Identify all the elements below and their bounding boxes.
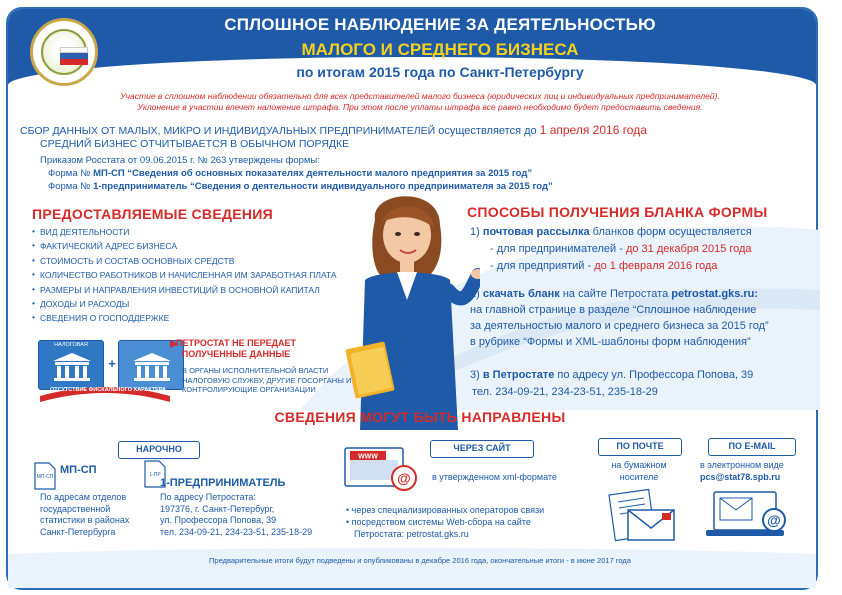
fiscal-label: ОТСУТСТВИЕ ФИСКАЛЬНОГО ХАРАКТЕРА	[49, 387, 167, 393]
site-bullet-text: посредством системы Web-сбора на сайте	[351, 517, 531, 527]
collection-date: 1 апреля 2016 года	[539, 123, 647, 137]
way-1a-text: - для предпринимателей -	[490, 243, 626, 255]
doc-icon-1pr: 1-ПР	[149, 472, 161, 478]
text-line: носителе	[619, 471, 659, 482]
provided-item: • ВИД ДЕЯТЕЛЬНОСТИ	[40, 227, 337, 237]
way-1	[470, 226, 752, 238]
way-2-line4: в рубрике “Формы и XML-шаблоны форм наблюдения”	[470, 336, 751, 348]
form1-prefix: Форма №	[48, 168, 94, 179]
text-line: Санкт-Петербурга	[40, 526, 116, 537]
way-3-bold: в Петростате	[482, 369, 555, 381]
site-bullet-text: через специализированных операторов связи	[351, 505, 545, 515]
text-line: По адресам отделов	[40, 492, 127, 502]
provided-item: • СВЕДЕНИЯ О ГОСПОДДЕРЖКЕ	[40, 313, 337, 323]
by-email-label: ПО E-MAIL	[708, 438, 796, 456]
way-3	[470, 369, 753, 381]
form2-prefix: Форма №	[48, 181, 94, 192]
provided-list	[40, 227, 337, 328]
form2-title: 1-предприниматель “Сведения о деятельности индивидуального предпринимателя за 2015 год”	[93, 181, 553, 192]
header-title-line1: СПЛОШНОЕ НАБЛЮДЕНИЕ ЗА ДЕЯТЕЛЬНОСТЬЮ	[224, 15, 656, 34]
medium-business-note: СРЕДНИЙ БИЗНЕС ОТЧИТЫВАЕТСЯ В ОБЫЧНОМ ПОРЯДКЕ	[40, 138, 350, 150]
svg-text:@: @	[767, 512, 781, 528]
header-title-line2: МАЛОГО И СРЕДНЕГО БИЗНЕСА	[301, 40, 579, 59]
header-title-line3: по итогам 2015 года по Санкт-Петербургу	[296, 64, 584, 80]
text-line: на бумажном	[611, 460, 667, 470]
authorities-note: В ОРГАНЫ ИСПОЛНИТЕЛЬНОЙ ВЛАСТИ НАЛОГОВУЮ СЛУЖБУ, ДРУГИЕ ГОСОРГАНЫ И КОНТРОЛИРУЮЩИЕ ОРГАНИЗАЦИИ	[182, 366, 352, 394]
ways-title: СПОСОБЫ ПОЛУЧЕНИЯ БЛАНКА ФОРМЫ	[467, 204, 768, 220]
way-1b-date: до 1 февраля 2016 года	[594, 260, 718, 272]
building-icon	[131, 353, 173, 381]
form-mpsp-title: МП-СП	[60, 464, 97, 476]
form1-title: МП-СП “Сведения об основных показателях деятельности малого предприятия за 2015 год”	[93, 168, 533, 179]
www-text: WWW	[358, 453, 378, 461]
way-3-rest: по адресу ул. Профессора Попова, 39	[554, 369, 754, 381]
collection-caps: СБОР ДАННЫХ ОТ МАЛЫХ, МИКРО И ИНДИВИДУАЛЬНЫХ ПРЕДПРИНИМАТЕЛЕЙ	[20, 125, 436, 137]
by-email-text	[700, 460, 784, 483]
envelope-icon	[608, 488, 678, 542]
by-post-label: ПО ПОЧТЕ	[598, 438, 682, 456]
by-hand-mpsp-text	[40, 492, 129, 538]
building-icon	[51, 353, 93, 381]
sent-title: СВЕДЕНИЯ МОГУТ БЫТЬ НАПРАВЛЕНЫ	[274, 409, 566, 425]
order-text: Приказом Росстата от 09.06.2015 г. № 263 утверждены формы:	[40, 155, 320, 166]
by-hand-1pr-text	[160, 492, 312, 538]
text-line: 197376, г. Санкт-Петербург,	[160, 503, 275, 514]
laptop-email-icon	[706, 490, 796, 540]
collection-mid: осуществляется до	[435, 125, 540, 137]
plus-icon: +	[108, 356, 116, 371]
collection-deadline	[20, 123, 647, 137]
way-3-num: 3)	[470, 369, 483, 381]
via-site-label: ЧЕРЕЗ САЙТ	[430, 440, 534, 458]
site-bullet-text: Петростата: petrostat.gks.ru	[354, 529, 469, 539]
provided-item: • РАЗМЕРЫ И НАПРАВЛЕНИЯ ИНВЕСТИЦИЙ В ОСНОВНОЙ КАПИТАЛ	[40, 285, 337, 295]
provided-item: • КОЛИЧЕСТВО РАБОТНИКОВ И НАЧИСЛЕННАЯ ИМ ЗАРАБОТНАЯ ПЛАТА	[40, 270, 337, 280]
xml-format-text: в утвержденном xml-формате	[432, 472, 557, 482]
tax-label: НАЛОГОВАЯ	[54, 342, 88, 348]
way-1b	[490, 260, 717, 272]
text-line: тел. 234-09-21, 234-23-51, 235-18-29	[160, 526, 313, 537]
doc-icon-mpsp: МП-СП	[36, 474, 54, 480]
way-1a-date: до 31 декабря 2015 года	[625, 243, 752, 255]
way-2-line2: на главной странице в разделе “Сплошное наблюдение	[470, 304, 757, 316]
way-3-tel: тел. 234-09-21, 234-23-51, 235-18-29	[472, 386, 658, 398]
document-icon	[34, 462, 56, 490]
site-bullet: • через специализированных операторов связи	[346, 505, 545, 515]
provided-item: • ФАКТИЧЕСКИЙ АДРЕС БИЗНЕСА	[40, 241, 337, 251]
way-2-bold: скачать бланк	[482, 288, 560, 300]
way-2-line3: за деятельностью малого и среднего бизнеса за 2015 год”	[470, 320, 769, 332]
provided-title: ПРЕДОСТАВЛЯЕМЫЕ СВЕДЕНИЯ	[32, 206, 274, 222]
way-2	[470, 288, 758, 300]
by-hand-label: НАРОЧНО	[118, 441, 200, 459]
way-1-rest: бланков форм осуществляется	[589, 226, 752, 238]
notice-line2: Уклонение в участии влечет наложение штрафа. При этом после уплаты штрафа все равно необходимо будет предоставить сведения.	[137, 102, 703, 112]
text-line: статистики в районах	[40, 515, 130, 525]
text-line: По адресу Петростата:	[160, 492, 256, 502]
way-1-bold: почтовая рассылка	[482, 226, 590, 238]
text-line: ул. Профессора Попова, 39	[160, 515, 277, 525]
way-1-num: 1)	[470, 226, 483, 238]
way-1b-text: - для предприятий -	[490, 260, 595, 272]
notice-line1: Участие в сплошном наблюдении обязательно для всех представителей малого бизнеса (юридических лиц и индивидуальных предпринимателей).	[120, 91, 720, 101]
svg-text:@: @	[397, 470, 411, 486]
petrostat-site-link[interactable]: petrostat.gks.ru:	[671, 288, 759, 300]
computer-www-icon	[344, 446, 420, 496]
rosstat-emblem-icon	[30, 18, 98, 86]
way-2-mid: на сайте Петростата	[559, 288, 672, 300]
text-line: в электронном виде	[700, 460, 784, 470]
provided-item: • ДОХОДЫ И РАСХОДЫ	[40, 299, 337, 309]
provided-item: • СТОИМОСТЬ И СОСТАВ ОСНОВНЫХ СРЕДСТВ	[40, 256, 337, 266]
by-post-text	[594, 460, 684, 483]
woman-illustration	[330, 180, 480, 430]
email-address-link[interactable]: pcs@stat78.spb.ru	[700, 471, 781, 482]
footer-note: Предварительные итоги будут подведены и опубликованы в декабре 2016 года, окончательные итоги - в июне 2017 года	[209, 556, 631, 565]
no-transfer-note: ПЕТРОСТАТ НЕ ПЕРЕДАЕТ ПОЛУЧЕННЫЕ ДАННЫЕ	[175, 338, 296, 359]
site-bullet: • посредством системы Web-сбора на сайте	[346, 517, 531, 527]
way-1a	[490, 243, 752, 255]
footer-wave	[8, 548, 816, 588]
way-2-num: 2)	[470, 288, 483, 300]
text-line: государственной	[40, 503, 111, 514]
form-1pr-title: 1-ПРЕДПРИНИМАТЕЛЬ	[160, 477, 286, 489]
via-site-bullets	[346, 504, 544, 540]
